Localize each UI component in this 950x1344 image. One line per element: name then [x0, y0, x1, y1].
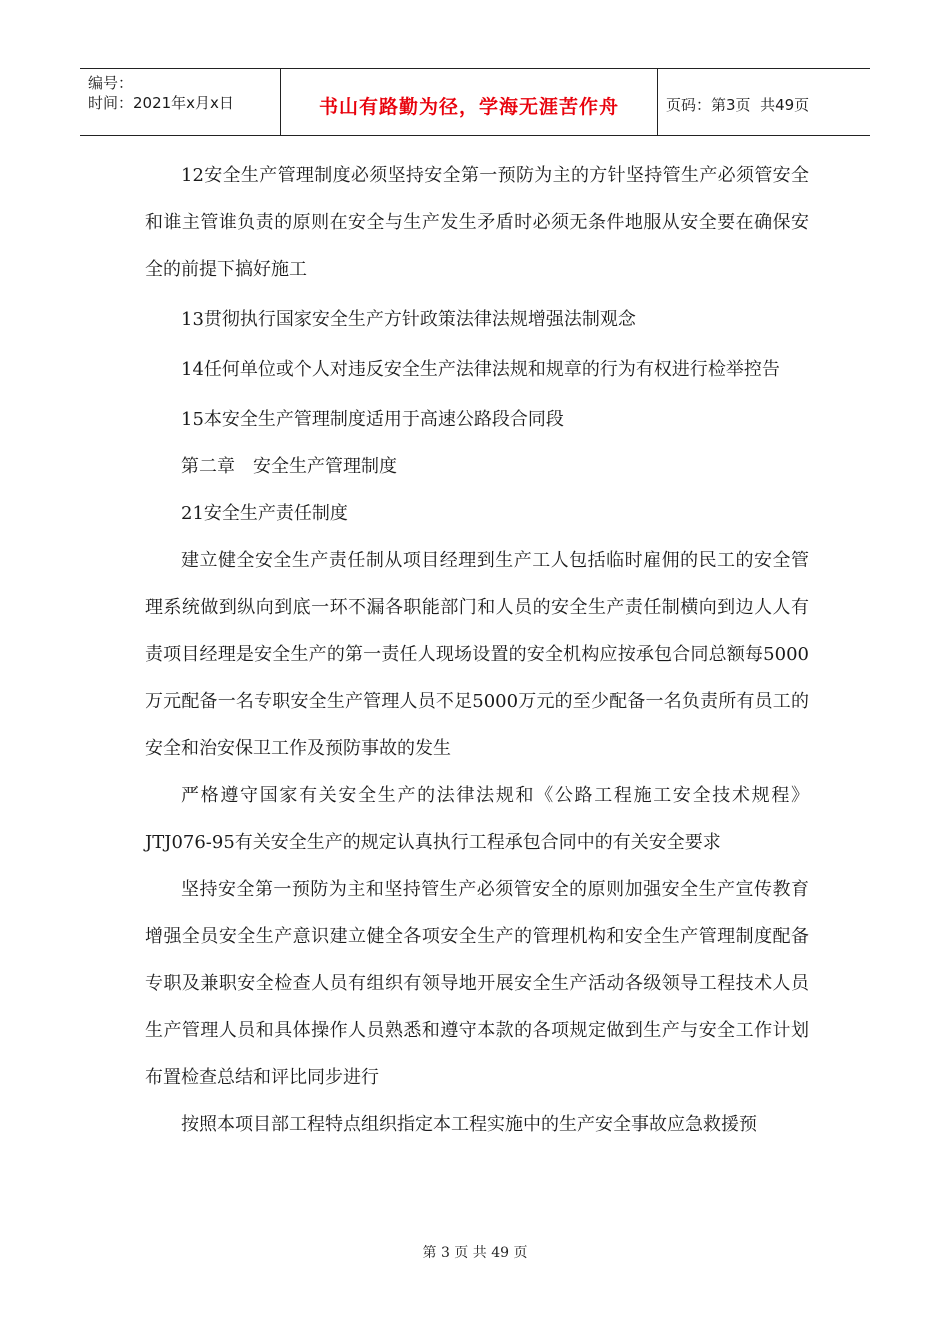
paragraph-5: 建立健全安全生产责任制从项目经理到生产工人包括临时雇佣的民工的安全管理系统做到纵向到底一环不漏各职能部门和人员的安全生产责任制横向到边人人有责项目经理是安全生产的第一责任人现场设置的安全机构应按承包合同总额每5000万元配备一名专职安全生产管理人员不足5000万元的至少配备一名负责所有员工的安全和治安保卫工作及预防事故的发生: [145, 550, 809, 759]
document-time-label: 时间：2021年x月x日: [88, 94, 234, 112]
paragraph-2: 13贯彻执行国家安全生产方针政策法律法规增强法制观念: [181, 309, 636, 330]
paragraph-1: 12安全生产管理制度必须坚持安全第一预防为主的方针坚持管生产必须管安全和谁主管谁负责的原则在安全与生产发生矛盾时必须无条件地服从安全要在确保安全的前提下搞好施工: [145, 165, 809, 280]
paragraph-8: 按照本项目部工程特点组织指定本工程实施中的生产安全事故应急救援预: [181, 1114, 757, 1135]
paragraph-6: 严格遵守国家有关安全生产的法律法规和《公路工程施工安全技术规程》JTJ076-95有关安全生产的规定认真执行工程承包合同中的有关安全要求: [145, 785, 809, 853]
paragraph-4: 15本安全生产管理制度适用于高速公路段合同段: [181, 409, 564, 430]
chapter-heading: 第二章 安全生产管理制度: [181, 456, 397, 477]
page-footer: 第 3 页 共 49 页: [422, 1245, 528, 1261]
page-header: [80, 68, 870, 136]
header-motto: 书山有路勤为径，学海无涯苦作舟: [281, 69, 658, 135]
document-body: [145, 152, 809, 1148]
paragraph-7: 坚持安全第一预防为主和坚持管生产必须管安全的原则加强安全生产宣传教育增强全员安全生产意识建立健全各项安全生产的管理机构和安全生产管理制度配备专职及兼职安全检查人员有组织有领导地开展安全生产活动各级领导工程技术人员生产管理人员和具体操作人员熟悉和遵守本款的各项规定做到生产与安全工作计划布置检查总结和评比同步进行: [145, 879, 809, 1088]
paragraph-3: 14任何单位或个人对违反安全生产法律法规和规章的行为有权进行检举控告: [181, 359, 780, 380]
header-meta: [80, 69, 281, 135]
section-heading: 21安全生产责任制度: [181, 503, 348, 524]
document-code-label: 编号：: [88, 74, 134, 92]
header-page-info: 页码：第3页 共49页: [666, 95, 810, 114]
